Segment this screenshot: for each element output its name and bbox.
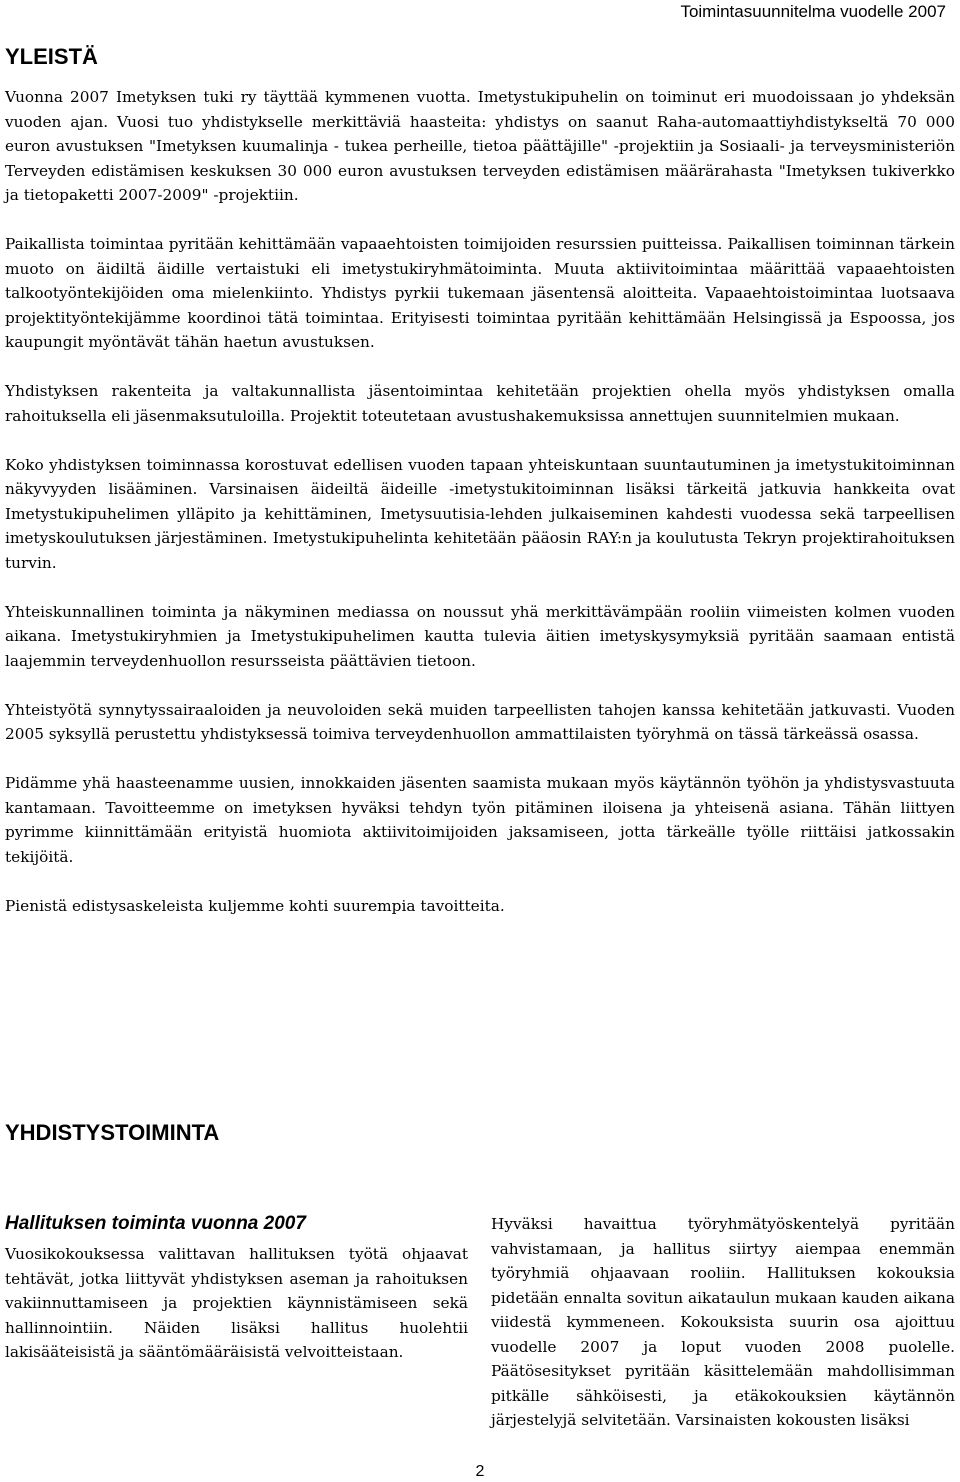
paragraph: Hyväksi havaittua työryhmätyöskentelyä pyritään vahvistamaan, ja hallitus siirtyy aiempaa enemmän työryhmiä ohjaavaan rooliin. Hallituksen kokouksia pidetään ennalta sovitun aikataulun mukaan kauden aikana viidestä kymmeneen. Kokouksista suurin osa ajoittuu vuodelle 2007 ja loput vuoden 2008 puolelle. Päätösesitykset pyritään käsittelemään mahdollisimman pitkälle sähköisesti, ja etäkokouksien käytännön järjestelyjä selvitetään. Varsinaisten kokousten lisäksi bbox=[491, 1215, 955, 1429]
paragraph: Paikallista toimintaa pyritään kehittämään vapaaehtoisten toimijoiden resurssien puitteissa. Paikallisen toiminnan tärkein muoto on äidiltä äidille vertaistuki eli imetystukiryhmätoiminta. Muuta aktiivitoimintaa määrittää vapaaehtoisten talkootyöntekijöiden oma mielenkiinto. Yhdistys pyrkii tukemaan jäsentensä aloitteita. Vapaaehtoistoimintaa luotsaava projektityöntekijämme koordinoi tätä toimintaa. Erityisesti toimintaa pyritään kehittämään Helsingissä ja Espoossa, jos kaupungit myöntävät tähän haetun avustuksen. bbox=[5, 235, 955, 351]
paragraph: Koko yhdistyksen toiminnassa korostuvat edellisen vuoden tapaan yhteiskuntaan suuntautuminen ja imetystukitoiminnan näkyvyyden lisääminen. Varsinaisen äideiltä äideille -imetystukitoiminnan lisäksi tärkeitä jatkuvia hankkeita ovat Imetystukipuhelimen ylläpito ja kehittäminen, Imetysuutisia-lehden julkaiseminen kahdesti vuodessa sekä tarpeellisen imetyskoulutuksen järjestäminen. Imetystukipuhelinta kehitetään pääosin RAY:n ja koulutusta Tekryn projektirahoituksen turvin. bbox=[5, 455, 955, 572]
left-column bbox=[5, 1212, 468, 1365]
running-header: Toimintasuunnitelma vuodelle 2007 bbox=[680, 2, 946, 21]
paragraph: Pienistä edistysaskeleista kuljemme kohti suurempia tavoitteita. bbox=[5, 896, 505, 915]
paragraph: Vuosikokouksessa valittavan hallituksen työtä ohjaavat tehtävät, jotka liittyvät yhdistyksen aseman ja rahoituksen vakiinnuttamiseen ja projektien käynnistämiseen sekä hallinnointiin. Näiden lisäksi hallitus huolehtii lakisääteisistä ja sääntömääräisistä velvoitteistaan. bbox=[5, 1245, 468, 1361]
paragraph: Vuonna 2007 Imetyksen tuki ry täyttää kymmenen vuotta. Imetystukipuhelin on toiminut eri muodoissaan jo yhdeksän vuoden ajan. Vuosi tuo yhdistykselle merkittäviä haasteita: yhdistys on saanut Raha-automaattiyhdistykseltä 70 000 euron avustuksen "Imetyksen kuumalinja - tukea perheille, tietoa päättäjille" -projektiin ja Sosiaali- ja terveysministeriön Terveyden edistämisen keskuksen 30 000 euron avustuksen terveyden edistämisen määrärahasta "Imetyksen tukiverkko ja tietopaketti 2007-2009" -projektiin. bbox=[5, 88, 955, 204]
subheading-hallitus: Hallituksen toiminta vuonna 2007 bbox=[5, 1213, 306, 1234]
page-number: 2 bbox=[475, 1463, 485, 1480]
paragraph: Yhteistyötä synnytyssairaaloiden ja neuvoloiden sekä muiden tarpeellisten tahojen kanssa kehitetään jatkuvasti. Vuoden 2005 syksyllä perustettu yhdistyksessä toimiva terveydenhuollon ammattilaisten työryhmä on tässä tärkeässä osassa. bbox=[5, 700, 955, 743]
paragraph: Yhteiskunnallinen toiminta ja näkyminen mediassa on noussut yhä merkittävämpään rooliin viimeisten kolmen vuoden aikana. Imetystukiryhmien ja Imetystukipuhelimen kautta tulevia äitien imetyskysymyksiä pyritään saamaan entistä laajemmin terveydenhuollon resursseista päättävien tietoon. bbox=[5, 602, 955, 670]
section-heading-yleista: YLEISTÄ bbox=[5, 44, 98, 69]
right-column bbox=[491, 1212, 955, 1433]
yleista-body bbox=[5, 85, 955, 943]
section-heading-yhdistystoiminta: YHDISTYSTOIMINTA bbox=[5, 1120, 220, 1145]
paragraph: Yhdistyksen rakenteita ja valtakunnallista jäsentoimintaa kehitetään projektien ohella myös yhdistyksen omalla rahoituksella eli jäsenmaksutuloilla. Projektit toteutetaan avustushakemuksissa annettujen suunnitelmien mukaan. bbox=[5, 382, 955, 425]
paragraph: Pidämme yhä haasteenamme uusien, innokkaiden jäsenten saamista mukaan myös käytännön työhön ja yhdistysvastuuta kantamaan. Tavoitteemme on imetyksen hyväksi tehdyn työn pitäminen iloisena ja yhteisenä asiana. Tähän liittyen pyrimme kiinnittämään erityistä huomiota aktiivitoimijoiden jaksamiseen, jotta tärkeälle työlle riittäisi jatkossakin tekijöitä. bbox=[5, 774, 955, 866]
